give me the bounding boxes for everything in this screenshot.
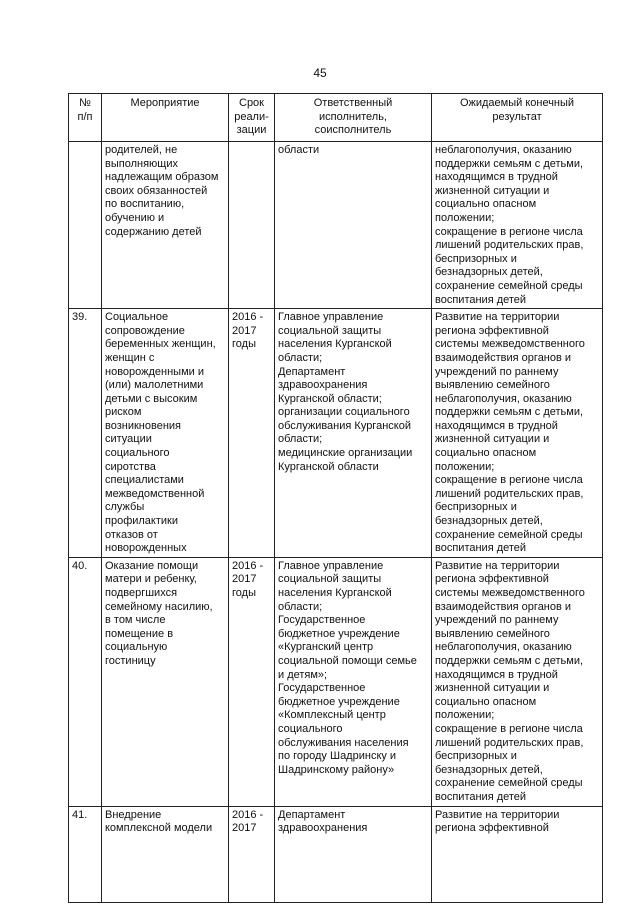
row-event: родителей, не выполняющих надлежащим образом своих обязанностей по воспитанию, обучению и содержанию детей: [102, 142, 229, 309]
row-executor: Главное управление социальной защиты населения Курганской области; Департамент здравоохранения Курганской области; организации социального обслуживания Курганской области; медицинские организации Курганской области: [275, 309, 432, 558]
row-period: 2016 - 2017: [229, 806, 275, 902]
row-event: Внедрение комплексной модели: [102, 806, 229, 902]
row-result: Развитие на территории региона эффективной системы межведомственного взаимодействия органов и учреждений по раннему выявлению семейного неблагополучия, оказанию поддержки семьям с детьми, находящимся в трудной жизненной ситуации и социально опасном положении; сокращение в регионе числа лишений родительских прав, беспризорных и безнадзорных детей, сохранение семейной среды воспитания детей: [432, 309, 603, 558]
row-executor: Главное управление социальной защиты населения Курганской области; Государственное бюджетное учреждение «Курганский центр социальной помощи семье и детям»; Государственное бюджетное учреждение «Комплексный центр социального обслуживания населения по городу Шадринску и Шадринскому району»: [275, 557, 432, 806]
header-executor: Ответственный исполнитель, соисполнитель: [275, 94, 432, 142]
page-number: 45: [313, 66, 327, 80]
table-row: [69, 142, 603, 309]
row-result: Развитие на территории региона эффективной системы межведомственного взаимодействия органов и учреждений по раннему выявлению семейного неблагополучия, оказанию поддержки семьям с детьми, находящимся в трудной жизненной ситуации и социально опасном положении; сокращение в регионе числа лишений родительских прав, беспризорных и безнадзорных детей, сохранение семейной среды воспитания детей: [432, 557, 603, 806]
row-result: неблагополучия, оказанию поддержки семьям с детьми, находящимся в трудной жизненной ситуации и социально опасном положении; сокращение в регионе числа лишений родительских прав, беспризорных и безнадзорных детей, сохранение семейной среды воспитания детей: [432, 142, 603, 309]
header-period: Срок реали- зации: [229, 94, 275, 142]
row-period: [229, 142, 275, 309]
table-header-row: [69, 94, 603, 142]
row-executor: области: [275, 142, 432, 309]
header-event: Мероприятие: [102, 94, 229, 142]
table-row: [69, 557, 603, 806]
row-event: Социальное сопровождение беременных женщин, женщин с новорожденными и (или) малолетними детьми с высоким риском возникновения ситуации социального сиротства специалистами межведомственной службы профилактики отказов от новорожденных: [102, 309, 229, 558]
row-result: Развитие на территории региона эффективной: [432, 806, 603, 902]
action-plan-table: [68, 93, 603, 903]
table-row: [69, 806, 603, 902]
row-num: 40.: [69, 557, 102, 806]
row-executor: Департамент здравоохранения: [275, 806, 432, 902]
row-num: 41.: [69, 806, 102, 902]
row-period: 2016 - 2017 годы: [229, 309, 275, 558]
row-event: Оказание помощи матери и ребенку, подвергшихся семейному насилию, в том числе помещение в социальную гостиницу: [102, 557, 229, 806]
row-period: 2016 - 2017 годы: [229, 557, 275, 806]
table-row: [69, 309, 603, 558]
header-num: № п/п: [69, 94, 102, 142]
row-num: [69, 142, 102, 309]
header-result: Ожидаемый конечный результат: [432, 94, 603, 142]
row-num: 39.: [69, 309, 102, 558]
